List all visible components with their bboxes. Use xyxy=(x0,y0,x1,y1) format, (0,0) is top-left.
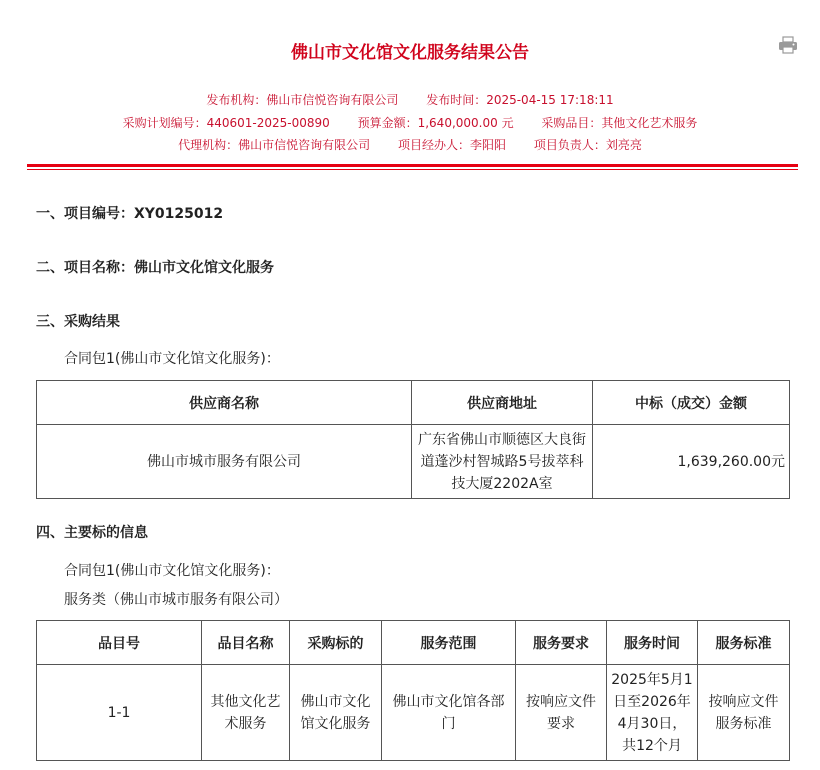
page-title: 佛山市文化馆文化服务结果公告 xyxy=(291,43,529,63)
subject-table-header xyxy=(37,621,790,665)
project-handler: 项目经办人：李阳阳 xyxy=(397,138,506,152)
service-scope: 佛山市文化馆各部门 xyxy=(382,665,516,761)
header-item-name: 品目名称 xyxy=(202,621,290,665)
budget-amount: 预算金额：1,640,000.00 元 xyxy=(357,116,514,130)
header-service-scope: 服务范围 xyxy=(382,621,516,665)
section-project-name: 二、项目名称：佛山市文化馆文化服务 xyxy=(36,260,274,276)
publish-time: 发布时间：2025-04-15 17:18:11 xyxy=(426,93,614,107)
section-subject-info: 四、主要标的信息 xyxy=(36,525,148,541)
publisher: 发布机构：佛山市信悦咨询有限公司 xyxy=(206,93,399,107)
section-procurement-result: 三、采购结果 xyxy=(36,314,120,330)
item-number: 1-1 xyxy=(37,665,202,761)
procurement-item: 采购品目：其他文化艺术服务 xyxy=(541,116,698,130)
result-package-label: 合同包1(佛山市文化馆文化服务)： xyxy=(64,351,280,367)
service-time: 2025年5月1日至2026年4月30日，共12个月 xyxy=(607,665,698,761)
result-table xyxy=(36,380,790,499)
meta-line-3 xyxy=(0,136,820,153)
table-row xyxy=(37,665,790,761)
header-service-time: 服务时间 xyxy=(607,621,698,665)
header-award-amount: 中标（成交）金额 xyxy=(593,381,790,425)
supplier-name: 佛山市城市服务有限公司 xyxy=(37,425,412,499)
service-requirement: 按响应文件要求 xyxy=(516,665,607,761)
header-service-requirement: 服务要求 xyxy=(516,621,607,665)
header-procurement-subject: 采购标的 xyxy=(290,621,382,665)
header-item-number: 品目号 xyxy=(37,621,202,665)
service-standard: 按响应文件服务标准 xyxy=(698,665,790,761)
procurement-subject: 佛山市文化馆文化服务 xyxy=(290,665,382,761)
print-icon[interactable] xyxy=(778,36,798,54)
award-amount: 1,639,260.00元 xyxy=(593,425,790,499)
subject-package-label: 合同包1(佛山市文化馆文化服务)： xyxy=(64,563,280,579)
table-row xyxy=(37,425,790,499)
supplier-address: 广东省佛山市顺德区大良街道蓬沙村智城路5号拔萃科技大厦2202A室 xyxy=(412,425,593,499)
result-table-header xyxy=(37,381,790,425)
meta-line-2 xyxy=(0,114,820,131)
subject-table xyxy=(36,620,790,761)
project-leader: 项目负责人：刘亮亮 xyxy=(533,138,642,152)
agency: 代理机构：佛山市信悦咨询有限公司 xyxy=(178,138,371,152)
section-project-number: 一、项目编号：XY0125012 xyxy=(36,206,224,222)
header-supplier-address: 供应商地址 xyxy=(412,381,593,425)
header-divider-thick xyxy=(27,164,798,167)
header-supplier-name: 供应商名称 xyxy=(37,381,412,425)
plan-number: 采购计划编号：440601-2025-00890 xyxy=(122,116,330,130)
meta-line-1 xyxy=(0,91,820,108)
item-name: 其他文化艺术服务 xyxy=(202,665,290,761)
subject-category-label: 服务类（佛山市城市服务有限公司） xyxy=(64,592,288,608)
header-service-standard: 服务标准 xyxy=(698,621,790,665)
header-divider-thin xyxy=(27,169,798,170)
